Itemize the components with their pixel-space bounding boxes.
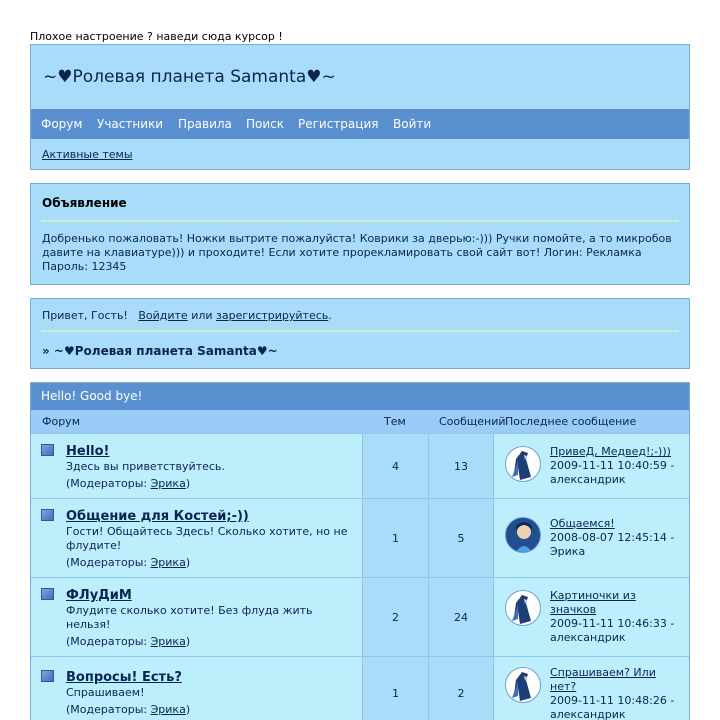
description-line: флудите! bbox=[66, 539, 122, 552]
topics-cell bbox=[362, 499, 428, 577]
forum-cell bbox=[31, 657, 362, 720]
dark-figure-icon[interactable] bbox=[505, 667, 541, 703]
col-topics: Тем bbox=[384, 415, 406, 428]
moderator-link[interactable]: Эрика bbox=[150, 635, 186, 648]
greeting bbox=[42, 309, 332, 322]
description-line: нельзя! bbox=[66, 618, 111, 631]
forum-description bbox=[66, 525, 356, 553]
divider bbox=[41, 220, 679, 222]
topics-count: 4 bbox=[392, 460, 399, 473]
dark-figure-icon[interactable] bbox=[505, 590, 541, 626]
posts-count: 24 bbox=[454, 611, 468, 624]
nav-register[interactable]: Регистрация bbox=[298, 117, 379, 131]
posts-cell bbox=[428, 434, 493, 498]
description-line: Флудите сколько хотите! Без флуда жить bbox=[66, 604, 313, 617]
topics-count: 1 bbox=[392, 687, 399, 700]
last-post-date: 2009-11-11 10:40:59 - bbox=[550, 459, 675, 472]
description-line: Здесь вы приветствуйтесь. bbox=[66, 460, 225, 473]
moderator-link[interactable]: Эрика bbox=[150, 477, 186, 490]
moderator-link[interactable]: Эрика bbox=[150, 703, 186, 716]
or-text: или bbox=[191, 309, 213, 322]
description-line: Гости! Общайтесь Здесь! Сколько хотите, но не bbox=[66, 525, 348, 538]
last-post-cell bbox=[493, 434, 689, 498]
nav-rules[interactable]: Правила bbox=[178, 117, 232, 131]
last-post-meta bbox=[550, 694, 688, 720]
column-headers bbox=[31, 410, 689, 433]
last-post-user: Эрика bbox=[550, 545, 586, 558]
posts-count: 2 bbox=[457, 687, 465, 700]
last-post-date: 2008-08-07 12:45:14 - bbox=[550, 531, 675, 544]
dark-figure-icon[interactable] bbox=[505, 446, 541, 482]
posts-cell bbox=[428, 578, 493, 656]
announcement-title: Объявление bbox=[42, 196, 127, 210]
last-post-title: Общаемся! bbox=[550, 517, 615, 530]
nav-login[interactable]: Войти bbox=[393, 117, 432, 131]
mods-suffix: ) bbox=[185, 635, 191, 648]
forum-table bbox=[30, 382, 690, 720]
last-post-title: ПривеД, Медвед!;-))) bbox=[550, 445, 671, 458]
mods-suffix: ) bbox=[185, 477, 191, 490]
col-last-post: Последнее сообщение bbox=[505, 415, 637, 428]
last-post-title: значков bbox=[550, 603, 597, 616]
announcement-line: Пароль: 12345 bbox=[42, 260, 127, 273]
forum-title-link[interactable]: Общение для Костей;-)) bbox=[66, 509, 249, 524]
table-row bbox=[31, 577, 689, 656]
posts-cell bbox=[428, 657, 493, 720]
last-post-cell bbox=[493, 499, 689, 577]
topics-count: 2 bbox=[392, 611, 399, 624]
nav-members[interactable]: Участники bbox=[97, 117, 164, 131]
topics-cell bbox=[362, 657, 428, 720]
last-post-user: александрик bbox=[550, 631, 626, 644]
mods-prefix: (Модераторы: bbox=[66, 635, 151, 648]
mods-suffix: ) bbox=[185, 703, 191, 716]
nav-forum[interactable]: Форум bbox=[41, 117, 83, 131]
greeting-text: Привет, Гость! bbox=[42, 309, 128, 322]
last-post-link[interactable] bbox=[550, 445, 685, 459]
register-link[interactable]: зарегистрируйтесь bbox=[216, 309, 329, 322]
site-title: ~♥Ролевая планета Samanta♥~ bbox=[43, 67, 336, 87]
forum-icon bbox=[41, 588, 54, 600]
posts-cell bbox=[428, 499, 493, 577]
posts-count: 13 bbox=[454, 460, 468, 473]
last-post-cell bbox=[493, 578, 689, 656]
topics-cell bbox=[362, 434, 428, 498]
table-row bbox=[31, 498, 689, 577]
forum-moderators bbox=[66, 635, 190, 648]
last-post-date: 2009-11-11 10:46:33 - bbox=[550, 617, 675, 630]
forum-icon bbox=[41, 509, 54, 521]
divider bbox=[41, 330, 679, 332]
announcement-text bbox=[42, 232, 682, 274]
posts-count: 5 bbox=[457, 532, 465, 545]
forum-moderators bbox=[66, 477, 190, 490]
forum-moderators bbox=[66, 556, 190, 569]
login-link[interactable]: Войдите bbox=[138, 309, 188, 322]
last-post-meta bbox=[550, 617, 688, 645]
main-nav bbox=[31, 109, 689, 139]
announcement-line: Добренько пожаловать! Ножки вытрите пожалуйста! Коврики за дверью:-))) Ручки помойте, а то микробов bbox=[42, 232, 672, 245]
topics-count: 1 bbox=[392, 532, 399, 545]
last-post-link[interactable] bbox=[550, 517, 685, 531]
last-post-meta bbox=[550, 531, 688, 559]
col-forum: Форум bbox=[42, 415, 80, 428]
anime-girl-icon[interactable] bbox=[505, 517, 541, 553]
forum-title-link[interactable]: ФЛуДиМ bbox=[66, 588, 132, 603]
description-line: Спрашиваем! bbox=[66, 686, 145, 699]
forum-description bbox=[66, 686, 356, 700]
topics-cell bbox=[362, 578, 428, 656]
table-row bbox=[31, 656, 689, 720]
forum-description bbox=[66, 604, 356, 632]
category-title[interactable]: Hello! Good bye! bbox=[41, 389, 143, 403]
last-post-user: александрик bbox=[550, 473, 626, 486]
forum-cell bbox=[31, 499, 362, 577]
announcement bbox=[30, 183, 690, 285]
active-topics-link[interactable]: Активные темы bbox=[42, 148, 133, 161]
forum-cell bbox=[31, 434, 362, 498]
last-post-date: 2009-11-11 10:48:26 - bbox=[550, 694, 675, 707]
mods-prefix: (Модераторы: bbox=[66, 556, 151, 569]
table-row bbox=[31, 433, 689, 498]
last-post-title: Спрашиваем? Или bbox=[550, 666, 656, 679]
breadcrumb[interactable]: » ~♥Ролевая планета Samanta♥~ bbox=[42, 344, 278, 358]
mods-prefix: (Модераторы: bbox=[66, 477, 151, 490]
last-post-title: Картиночки из bbox=[550, 589, 636, 602]
tagline[interactable]: Плохое настроение ? наведи сюда курсор ! bbox=[30, 30, 283, 43]
mods-suffix: ) bbox=[185, 556, 191, 569]
last-post-title: нет? bbox=[550, 680, 577, 693]
forum-moderators bbox=[66, 703, 190, 716]
dot-text: . bbox=[328, 309, 332, 322]
last-post-meta bbox=[550, 459, 688, 487]
forum-title-link[interactable]: Hello! bbox=[66, 444, 110, 459]
forum-description bbox=[66, 460, 356, 474]
last-post-link[interactable] bbox=[550, 589, 685, 617]
nav-search[interactable]: Поиск bbox=[246, 117, 285, 131]
moderator-link[interactable]: Эрика bbox=[150, 556, 186, 569]
forum-cell bbox=[31, 578, 362, 656]
last-post-user: александрик bbox=[550, 708, 626, 720]
last-post-link[interactable] bbox=[550, 666, 685, 694]
mods-prefix: (Модераторы: bbox=[66, 703, 151, 716]
col-posts: Сообщений bbox=[439, 415, 506, 428]
forum-icon bbox=[41, 444, 54, 456]
welcome-box bbox=[30, 298, 690, 369]
last-post-cell bbox=[493, 657, 689, 720]
header bbox=[30, 44, 690, 170]
forum-title-link[interactable]: Вопросы! Есть? bbox=[66, 670, 182, 685]
announcement-line: давите на клавиатуре))) и проходите! Если хотите прорекламировать свой сайт вот! Логин: Рекламка bbox=[42, 246, 642, 259]
category-header bbox=[31, 383, 689, 410]
forum-icon bbox=[41, 670, 54, 682]
